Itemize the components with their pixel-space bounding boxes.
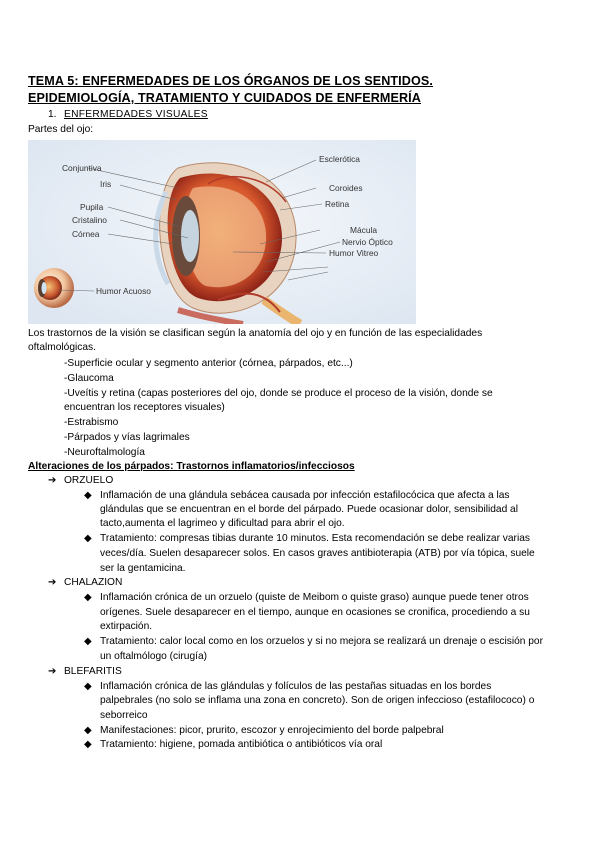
blefaritis-b2-line: Manifestaciones: picor, prurito, escozor y enrojecimiento del borde palpebral [100, 725, 444, 736]
list-item-continuation: encuentran los receptores visuales) [64, 402, 225, 413]
blefaritis-b1-line: palpebrales (no solo se inflama una zona en concreto). Son de origen infeccioso (estafilococo) o [100, 695, 535, 706]
diamond-bullet-icon: ◆ [84, 533, 92, 544]
chalazion-b2-line: un oftalmólogo (cirugía) [100, 651, 208, 662]
list-item: -Superficie ocular y segmento anterior (córnea, párpados, etc...) [64, 358, 353, 369]
chalazion-b1-line: orígenes. Suele desaparecer en el tiempo, aunque en ocasiones se cronifica, procediendo a su [100, 607, 530, 618]
intro-line-2: oftalmológicas. [28, 342, 96, 353]
diamond-bullet-icon: ◆ [84, 490, 92, 501]
diamond-bullet-icon: ◆ [84, 681, 92, 692]
page-title [28, 73, 578, 107]
diamond-bullet-icon: ◆ [84, 592, 92, 603]
orzuelo-b1-line: Inflamación de una glándula sebácea causada por infección estafilocócica que afecta a las [100, 490, 510, 501]
intro-line-1: Los trastornos de la visión se clasifican según la anatomía del ojo y en función de las especialidades [28, 328, 483, 339]
label-humor-vitreo: Humor Vitreo [329, 248, 379, 258]
arrow-bullet-icon: ➔ [48, 666, 57, 677]
subheading-parpados: Alteraciones de los párpados: Trastornos inflamatorios/infecciosos [28, 461, 355, 472]
label-conjuntiva: Conjuntiva [62, 163, 102, 173]
orzuelo-b1-line: tacto,aumenta el lagrimeo y dificultad para abrir el ojo. [100, 518, 345, 529]
chalazion-heading: CHALAZION [64, 577, 123, 588]
list-item: -Glaucoma [64, 373, 114, 384]
chalazion-b1-line: Inflamación crónica de un orzuelo (quiste de Meibom o quiste graso) aunque puede tener otros [100, 592, 529, 603]
label-esclerotica: Esclerótica [319, 154, 360, 164]
eye-anatomy-figure [28, 140, 416, 324]
section-number: 1. [48, 109, 57, 120]
blefaritis-b3-line: Tratamiento: higiene, pomada antibiótica o antibióticos vía oral [100, 739, 383, 750]
title-line-1: TEMA 5: ENFERMEDADES DE LOS ÓRGANOS DE LOS SENTIDOS. [28, 74, 433, 88]
section-heading: ENFERMEDADES VISUALES [64, 109, 208, 120]
chalazion-b1-line: extirpación. [100, 621, 153, 632]
orzuelo-heading: ORZUELO [64, 475, 114, 486]
orzuelo-b2-line: ser la gentamicina. [100, 563, 186, 574]
label-pupila: Pupila [80, 202, 104, 212]
list-item: -Neuroftalmología [64, 447, 145, 458]
blefaritis-heading: BLEFARITIS [64, 666, 122, 677]
label-nervio-optico: Nervio Óptico [342, 237, 393, 247]
label-iris: Iris [100, 179, 112, 189]
orzuelo-b2-line: Tratamiento: compresas tibias durante 10 minutos. Esta recomendación se debe realizar varias [100, 533, 530, 544]
arrow-bullet-icon: ➔ [48, 577, 57, 588]
label-macula: Mácula [350, 225, 377, 235]
diamond-bullet-icon: ◆ [84, 636, 92, 647]
blefaritis-b1-line: seborreico [100, 710, 148, 721]
label-humor-acuoso: Humor Acuoso [96, 286, 151, 296]
partes-label: Partes del ojo: [28, 124, 94, 135]
chalazion-b2-line: Tratamiento: calor local como en los orzuelos y si no mejora se realizará un drenaje o escisión por [100, 636, 543, 647]
label-coroides: Coroides [329, 183, 363, 193]
list-item: -Párpados y vías lagrimales [64, 432, 190, 443]
label-retina: Retina [325, 199, 350, 209]
small-eye-illustration [34, 268, 74, 308]
title-line-2: EPIDEMIOLOGÍA, TRATAMIENTO Y CUIDADOS DE ENFERMERÍA [28, 91, 421, 105]
blefaritis-b1-line: Inflamación crónica de las glándulas y folículos de las pestañas situadas en los bordes [100, 681, 492, 692]
orzuelo-b2-line: veces/día. Suelen desaparecer solos. En casos graves antibioterapia (ATB) por vía tópica, suele [100, 548, 535, 559]
arrow-bullet-icon: ➔ [48, 475, 57, 486]
label-cornea: Córnea [72, 229, 100, 239]
diamond-bullet-icon: ◆ [84, 725, 92, 736]
diamond-bullet-icon: ◆ [84, 739, 92, 750]
list-item: -Uveítis y retina (capas posteriores del ojo, donde se produce el proceso de la visión, donde se [64, 388, 493, 399]
list-item: -Estrabismo [64, 417, 119, 428]
label-cristalino: Cristalino [72, 215, 107, 225]
orzuelo-b1-line: glándulas que se encuentran en el borde del párpado. Puede ocasionar dolor, sensibilidad al [100, 504, 518, 515]
